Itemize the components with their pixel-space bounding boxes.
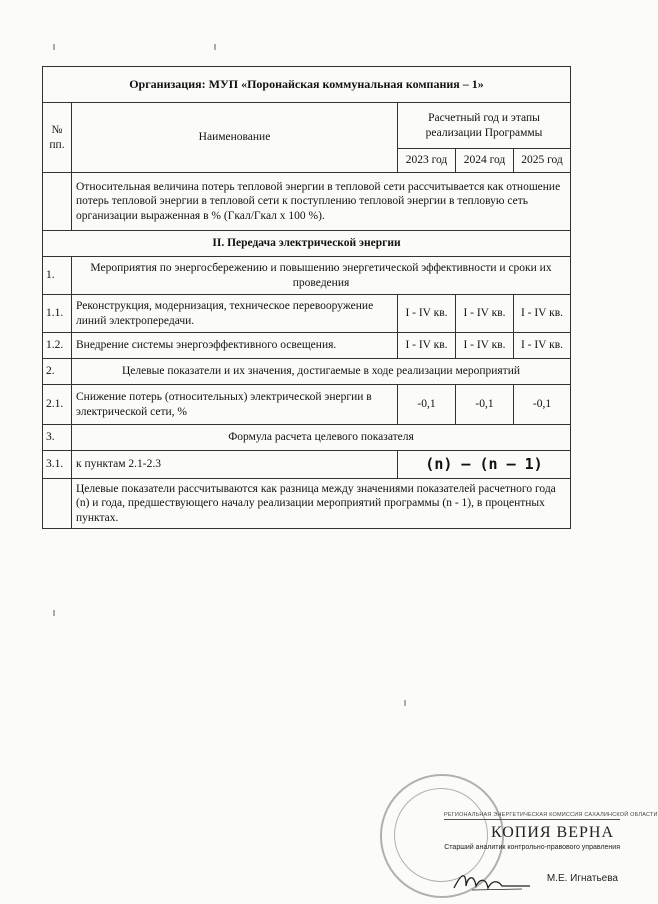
- stamp-position: Старший аналитик контрольно-правового управления: [444, 844, 620, 851]
- organization-title: Организация: МУП «Поронайская коммунальная компания – 1»: [43, 67, 571, 103]
- row-value: I - IV кв.: [514, 333, 571, 359]
- header-num: № пп.: [43, 103, 72, 173]
- table-row: [43, 333, 571, 359]
- row-text: Реконструкция, модернизация, техническое перевооружение линий электропередачи.: [72, 295, 398, 333]
- header-years-title: Расчетный год и этапы реализации Программы: [398, 103, 571, 149]
- row-text: к пунктам 2.1-2.3: [72, 451, 398, 479]
- row-text: Целевые показатели и их значения, достигаемые в ходе реализации мероприятий: [72, 359, 571, 385]
- empty-cell: [43, 173, 72, 231]
- table-row: [43, 257, 571, 295]
- stamp-organization: РЕГИОНАЛЬНАЯ ЭНЕРГЕТИЧЕСКАЯ КОМИССИЯ САХАЛИНСКОЙ ОБЛАСТИ: [444, 812, 658, 818]
- signature-icon: [452, 868, 532, 894]
- row-value: -0,1: [514, 385, 571, 425]
- row-number: 1.1.: [43, 295, 72, 333]
- header-name: Наименование: [72, 103, 398, 173]
- row-value: -0,1: [456, 385, 514, 425]
- table-row: [43, 451, 571, 479]
- row-value: I - IV кв.: [398, 333, 456, 359]
- header-year-2023: 2023 год: [398, 149, 456, 173]
- copy-stamp: [372, 772, 658, 900]
- heat-note-row: [43, 173, 571, 231]
- row-value: I - IV кв.: [398, 295, 456, 333]
- formula: (n) – (n – 1): [398, 451, 571, 479]
- organization-row: [43, 67, 571, 103]
- header-year-2025: 2025 год: [514, 149, 571, 173]
- heat-note: Относительная величина потерь тепловой энергии в тепловой сети рассчитывается как отношение потерь тепловой энергии в тепловой сети к поступлению тепловой энергии в тепловую сеть организации выраженная в % (Гкал/Гкал х 100 %).: [72, 173, 571, 231]
- row-number: 2.: [43, 359, 72, 385]
- table-row: [43, 425, 571, 451]
- row-number: 1.: [43, 257, 72, 295]
- row-text: Мероприятия по энергосбережению и повышению энергетической эффективности и сроки их проведения: [72, 257, 571, 295]
- empty-cell: [43, 479, 72, 529]
- row-number: 3.: [43, 425, 72, 451]
- header-year-2024: 2024 год: [456, 149, 514, 173]
- final-note-row: [43, 479, 571, 529]
- row-number: 2.1.: [43, 385, 72, 425]
- stamp-copy-label: КОПИЯ ВЕРНА: [490, 824, 614, 841]
- table-row: [43, 359, 571, 385]
- header-row: [43, 103, 571, 149]
- row-text: Внедрение системы энергоэффективного освещения.: [72, 333, 398, 359]
- program-table: [42, 66, 571, 529]
- row-value: I - IV кв.: [456, 333, 514, 359]
- scan-speck: [53, 44, 55, 50]
- row-value: I - IV кв.: [456, 295, 514, 333]
- table-row: [43, 295, 571, 333]
- row-text: Формула расчета целевого показателя: [72, 425, 571, 451]
- scan-speck: [214, 44, 216, 50]
- section-row: [43, 231, 571, 257]
- row-text: Снижение потерь (относительных) электрической энергии в электрической сети, %: [72, 385, 398, 425]
- row-number: 1.2.: [43, 333, 72, 359]
- scan-speck: [404, 700, 406, 706]
- final-note: Целевые показатели рассчитываются как разница между значениями показателей расчетного года (n) и года, предшествующего началу реализации мероприятий программы (n - 1), в процентных пунктах.: [72, 479, 571, 529]
- section-title: II. Передача электрической энергии: [43, 231, 571, 257]
- stamp-signer: М.Е. Игнатьева: [546, 873, 618, 884]
- row-value: I - IV кв.: [514, 295, 571, 333]
- row-value: -0,1: [398, 385, 456, 425]
- scan-speck: [53, 610, 55, 616]
- table-row: [43, 385, 571, 425]
- row-number: 3.1.: [43, 451, 72, 479]
